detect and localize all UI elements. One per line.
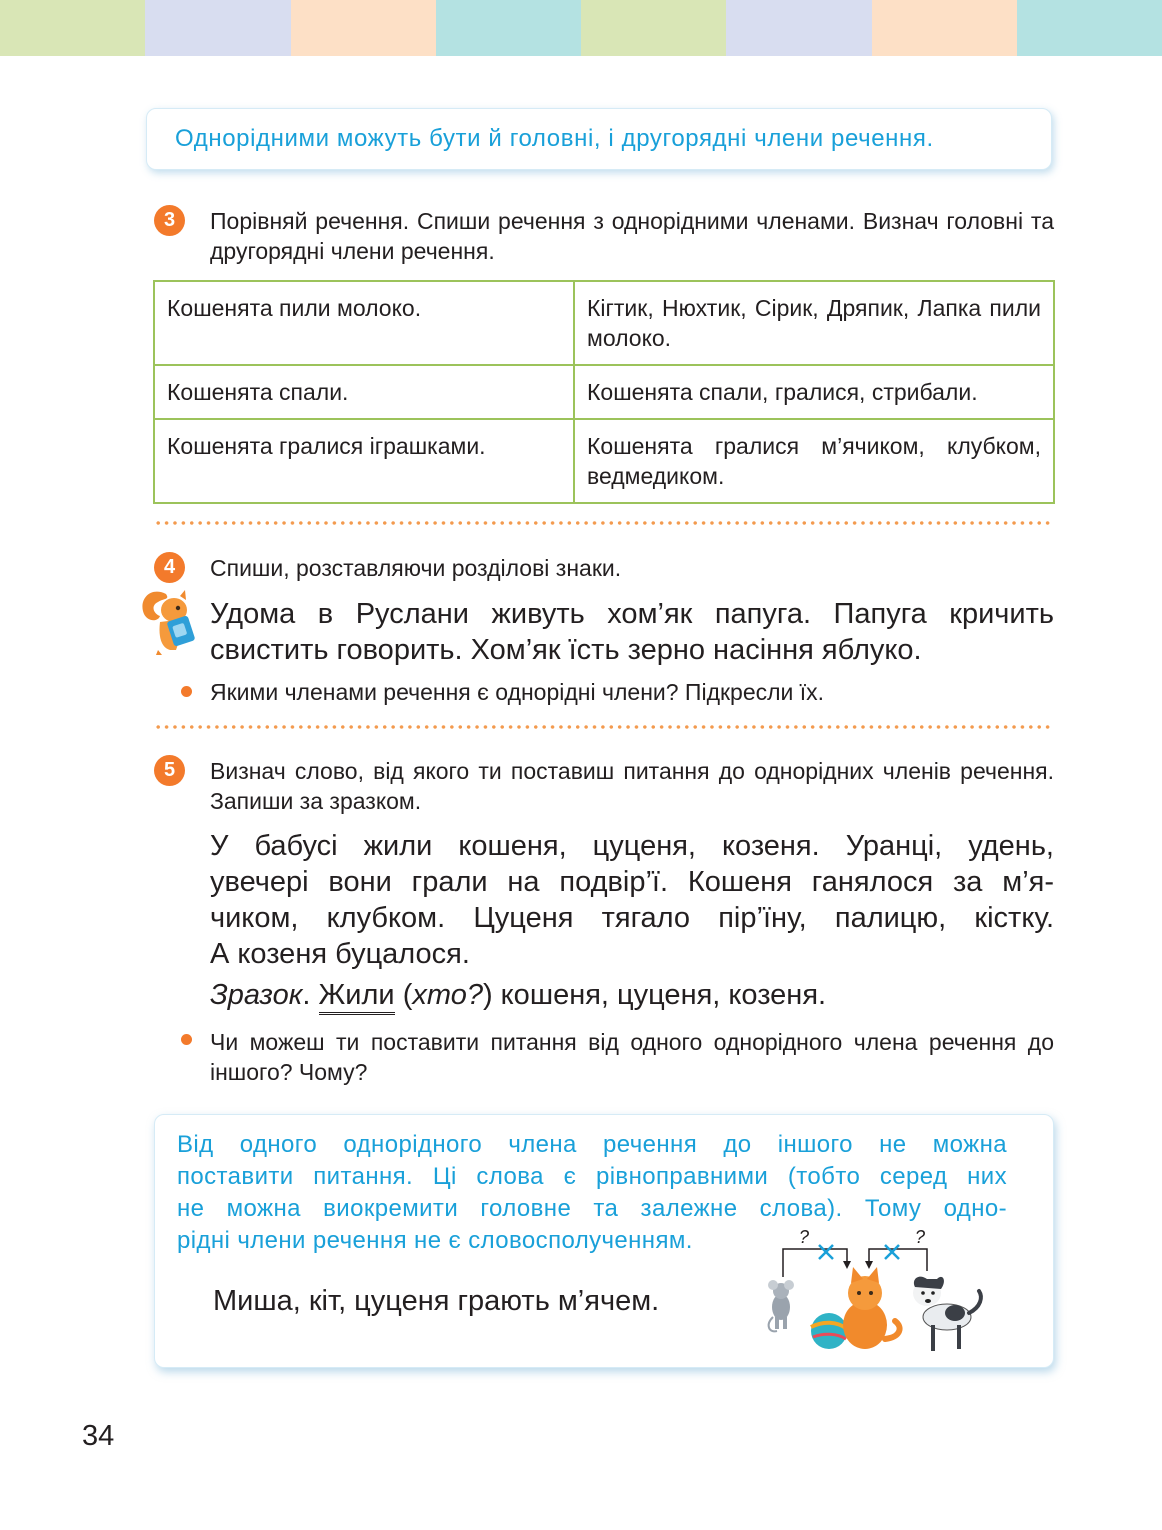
sample-question: хто? (412, 979, 483, 1011)
bullet (181, 1034, 192, 1045)
table-cell: Кошенята пили молоко. (154, 281, 574, 365)
mouse-icon (768, 1280, 794, 1331)
exercise-line: А козеня буцалося. (210, 938, 470, 970)
task-4-question: Якими членами речення є однорідні члени? Підкресли їх. (210, 679, 825, 705)
task-5-sample: Зразок. Жили (хто?) кошеня, цуценя, козеня. (210, 977, 1054, 1013)
stripe (1017, 0, 1162, 56)
exercise-line: Удома в Руслани живуть хом’як папуга. Папуга кричить (210, 598, 1054, 630)
exercise-line: увечері вони грали на подвір’ї. Кошеня ганялося за м’я- (210, 866, 1054, 898)
exercise-line: У бабусі жили кошеня, цуценя, козеня. Уранці, удень, (210, 830, 1054, 862)
dog-icon (913, 1277, 981, 1351)
stripe (0, 0, 145, 56)
rule-line: поставити питання. Ці слова є рівноправними (тобто серед них (177, 1163, 1007, 1190)
cat-icon (843, 1267, 900, 1349)
rule-box-homogeneous (146, 108, 1052, 170)
stripe (872, 0, 1017, 56)
task-4-instruction: Спиши, розставляючи розділові знаки. (210, 555, 622, 581)
table-cell: Кошенята гралися іграшками. (154, 419, 574, 503)
stripe (726, 0, 871, 56)
sample-rest: кошеня, цуценя, козеня. (500, 979, 827, 1011)
stripe (436, 0, 581, 56)
task-5-question: Чи можеш ти поставити питання від одного однорідного члена речення до іншого? Чому? (210, 1029, 1054, 1085)
task-4-exercise (210, 596, 1054, 668)
task-3-instruction: Порівняй речення. Спиши речення з однорідними членами. Визнач головні та другорядні члени речення. (210, 208, 1054, 264)
stripe (291, 0, 436, 56)
task-number-5: 5 (154, 755, 185, 786)
table-cell: Кошенята спали. (154, 365, 574, 419)
table-row (154, 419, 1054, 503)
ball-icon (811, 1313, 847, 1349)
scheme-question-mark: ? (915, 1227, 926, 1247)
rule-line: не можна виокремити головне та залежне слова). Тому одно- (177, 1195, 1007, 1222)
task-number-3: 3 (154, 205, 185, 236)
rule-line: Від одного однорідного члена речення до іншого не можна (177, 1131, 1007, 1158)
table-cell: Кошенята гралися м’ячиком, клубком, ведмедиком. (574, 419, 1054, 503)
table-cell: Кігтик, Нюхтик, Сірик, Дряпик, Лапка пили молоко. (574, 281, 1054, 365)
page-number: 34 (82, 1420, 115, 1452)
task-5-exercise (210, 828, 1054, 972)
table-row (154, 281, 1054, 365)
exercise-line: свистить говорить. Хом’як їсть зерно насіння яблуко. (210, 634, 922, 666)
homogeneous-scheme-illustration (751, 1221, 1011, 1361)
rule-text: Однорідними можуть бути й головні, і другорядні члени речення. (175, 125, 934, 152)
stripe (145, 0, 290, 56)
dotted-divider (154, 725, 1054, 729)
example-sentence: Миша, кіт, цуценя грають м’ячем. (213, 1285, 660, 1317)
rule-line: рідні члени речення не є словосполученням. (177, 1227, 693, 1254)
comparison-table (153, 280, 1055, 504)
squirrel-mascot-icon (136, 588, 200, 656)
table-cell: Кошенята спали, гралися, стрибали. (574, 365, 1054, 419)
sample-label: Зразок (210, 979, 303, 1011)
stripe (581, 0, 726, 56)
scheme-question-mark: ? (799, 1227, 810, 1247)
dotted-divider (154, 521, 1054, 525)
task-number-4: 4 (154, 552, 185, 583)
task-5-instruction: Визнач слово, від якого ти поставиш питання до однорідних членів речення. Запиши за зразком. (210, 758, 1054, 814)
rule-box-no-question (154, 1114, 1054, 1368)
bullet (181, 686, 192, 697)
header-color-stripes (0, 0, 1162, 56)
table-row (154, 365, 1054, 419)
exercise-line: чиком, клубком. Цуценя тягало пір’їну, палицю, кістку. (210, 902, 1054, 934)
sample-predicate: Жили (319, 979, 395, 1015)
